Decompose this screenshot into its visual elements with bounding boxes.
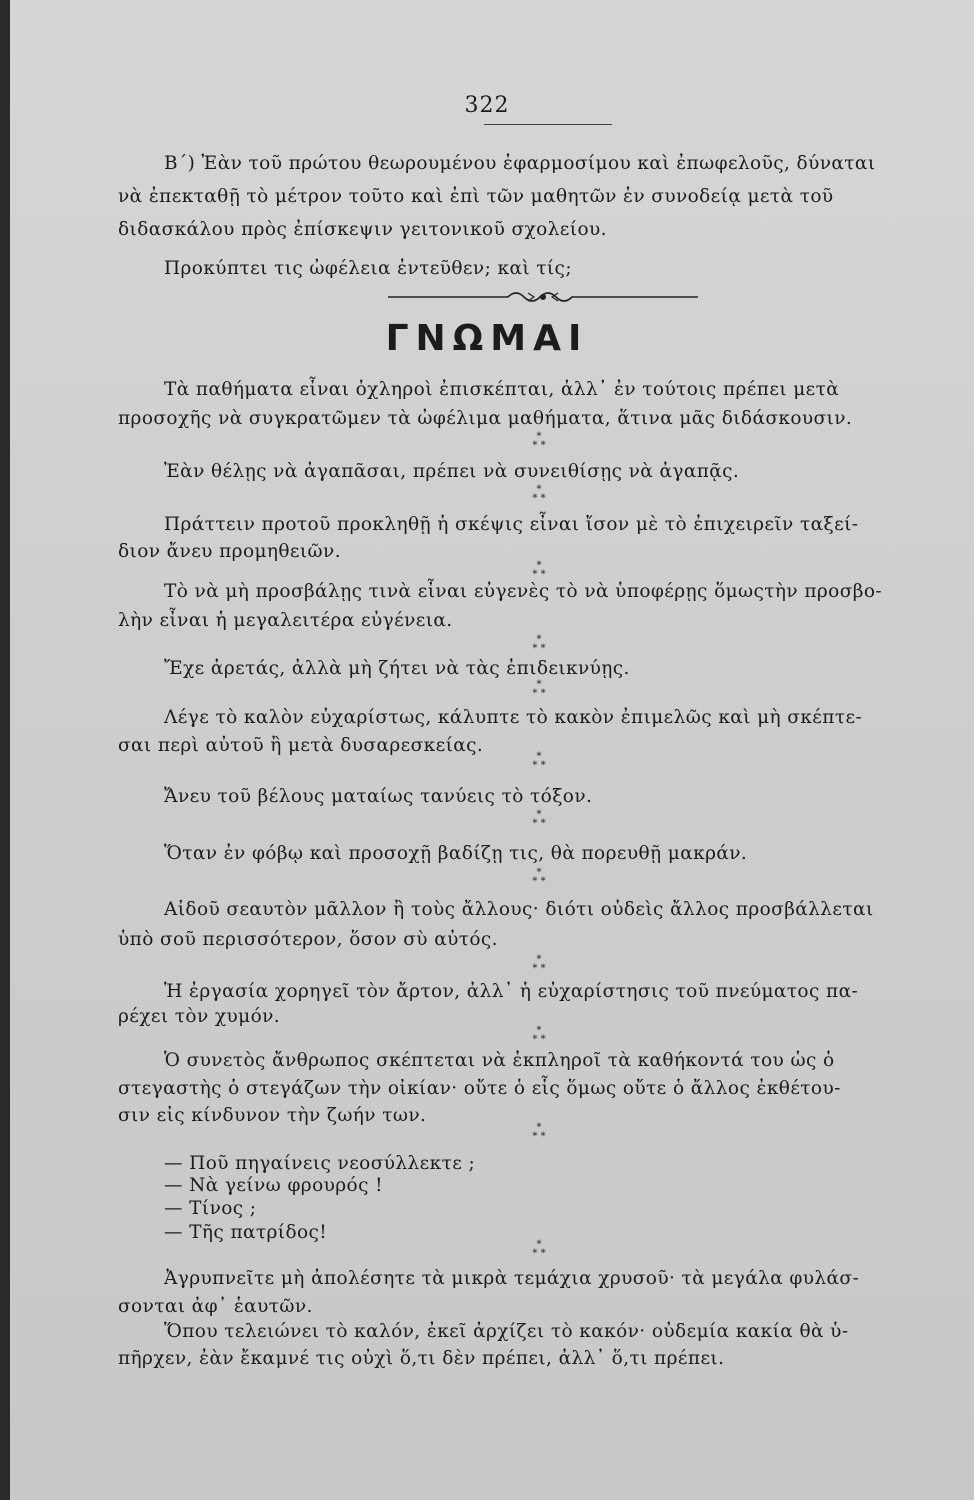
dialogue-line-2: — Νὰ γείνω φρουρός ! — [164, 1175, 383, 1196]
maxim-12-line-2: σονται ἀφ᾿ ἑαυτῶν. — [118, 1296, 313, 1317]
intro-line-1: Β΄) Ἐὰν τοῦ πρώτου θεωρουμένου ἐφαρμοσίμου καὶ ἐπωφελοῦς, δύναται — [164, 153, 876, 174]
maxim-1-line-1: Τὰ παθήματα εἶναι ὀχληροὶ ἐπισκέπται, ἀλλ᾿ ἐν τούτοις πρέπει μετὰ — [164, 379, 840, 400]
maxim-1-line-2: προσοχῆς νὰ συγκρατῶμεν τὰ ὠφέλιμα μαθήματα, ἅτινα μᾶς διδάσκουσιν. — [118, 408, 853, 429]
asterism-5: * * * — [532, 679, 546, 699]
maxim-6-line-1: Λέγε τὸ καλὸν εὐχαρίστως, κάλυπτε τὸ κακὸν ἐπιμελῶς καὶ μὴ σκέπτε- — [164, 707, 863, 728]
maxim-13-line-2: πῆρχεν, ἐὰν ἔκαμνέ τις οὐχὶ ὅ,τι δὲν πρέπει, ἀλλ᾿ ὅ,τι πρέπει. — [118, 1348, 725, 1369]
intro-question: Προκύπτει τις ὠφέλεια ἐντεῦθεν; καὶ τίς; — [164, 258, 572, 279]
maxim-12-line-1: Ἀγρυπνεῖτε μὴ ἀπολέσητε τὰ μικρὰ τεμάχια χρυσοῦ· τὰ μεγάλα φυλάσ- — [164, 1268, 860, 1289]
intro-line-3: διδασκάλου πρὸς ἐπίσκεψιν γειτονικοῦ σχολείου. — [118, 219, 607, 240]
page-number-rule — [484, 124, 612, 125]
dialogue-line-4: — Τῆς πατρίδος! — [164, 1222, 328, 1243]
asterism-6: * * * — [532, 751, 546, 771]
maxim-5: Ἔχε ἀρετάς, ἀλλὰ μὴ ζήτει νὰ τὰς ἐπιδεικνύῃς. — [164, 658, 630, 679]
asterism-4: * * * — [532, 634, 546, 654]
asterism-1: * * * — [532, 431, 546, 451]
asterism-2: * * * — [532, 484, 546, 504]
maxim-6-line-2: σαι περὶ αὐτοῦ ἢ μετὰ δυσαρεσκείας. — [118, 735, 484, 756]
maxim-8: Ὅταν ἐν φόβῳ καὶ προσοχῇ βαδίζῃ τις, θὰ πορευθῇ μακράν. — [164, 843, 748, 864]
page-number: 322 — [464, 93, 510, 118]
maxim-11-line-3: σιν εἰς κίνδυνον τὴν ζωήν των. — [118, 1105, 427, 1126]
maxim-4-line-1: Τὸ νὰ μὴ προσβάλῃς τινὰ εἶναι εὐγενὲς τὸ νὰ ὑποφέρῃς ὅμωςτὴν προσβο- — [164, 581, 883, 602]
maxim-10-line-1: Ἡ ἐργασία χορηγεῖ τὸν ἄρτον, ἀλλ᾿ ἡ εὐχαρίστησις τοῦ πνεύματος πα- — [164, 981, 859, 1002]
maxim-11-line-1: Ὁ συνετὸς ἄνθρωπος σκέπτεται νὰ ἐκπληροῖ τὰ καθήκοντά του ὡς ὁ — [164, 1050, 835, 1071]
ornament-divider — [388, 287, 698, 307]
asterism-7: * * * — [532, 809, 546, 829]
maxim-4-line-2: λὴν εἶναι ἡ μεγαλειτέρα εὐγένεια. — [118, 610, 453, 631]
maxim-11-line-2: στεγαστὴς ὁ στεγάζων τὴν οἰκίαν· οὔτε ὁ εἷς ὅμως οὔτε ὁ ἄλλος ἐκθέτου- — [118, 1078, 841, 1099]
intro-line-2: νὰ ἐπεκταθῇ τὸ μέτρον τοῦτο καὶ ἐπὶ τῶν μαθητῶν ἐν συνοδείᾳ μετὰ τοῦ — [118, 186, 834, 207]
maxim-3-line-1: Πράττειν προτοῦ προκληθῇ ἡ σκέψις εἶναι ἴσον μὲ τὸ ἐπιχειρεῖν ταξεί- — [164, 514, 859, 535]
asterism-10: * * * — [532, 1025, 546, 1045]
maxim-10-line-2: ρέχει τὸν χυμόν. — [118, 1006, 281, 1027]
maxim-13-line-1: Ὅπου τελειώνει τὸ καλόν, ἐκεῖ ἀρχίζει τὸ κακόν· οὐδεμία κακία θὰ ὑ- — [164, 1321, 849, 1342]
asterism-3: * * * — [532, 560, 546, 580]
asterism-11: * * * — [532, 1122, 546, 1142]
maxim-3-line-2: διον ἄνευ προμηθειῶν. — [118, 541, 341, 562]
maxim-7: Ἄνευ τοῦ βέλους ματαίως τανύεις τὸ τόξον. — [164, 786, 593, 807]
dialogue-line-3: — Τίνος ; — [164, 1198, 257, 1219]
dialogue-line-1: — Ποῦ πηγαίνεις νεοσύλλεκτε ; — [164, 1153, 476, 1174]
maxim-2: Ἐὰν θέλῃς νὰ ἀγαπᾶσαι, πρέπει νὰ συνειθίσῃς νὰ ἀγαπᾷς. — [164, 461, 740, 482]
asterism-9: * * * — [532, 954, 546, 974]
asterism-8: * * * — [532, 867, 546, 887]
section-title: ΓΝΩΜΑΙ — [385, 318, 589, 359]
asterism-12: * * * — [532, 1239, 546, 1259]
maxim-9-line-2: ὑπὸ σοῦ περισσότερον, ὅσον σὺ αὐτός. — [118, 929, 498, 950]
page-edge-shadow — [0, 0, 10, 1500]
maxim-9-line-1: Αἰδοῦ σεαυτὸν μᾶλλον ἢ τοὺς ἄλλους· διότι οὐδεὶς ἄλλος προσβάλλεται — [164, 899, 874, 920]
